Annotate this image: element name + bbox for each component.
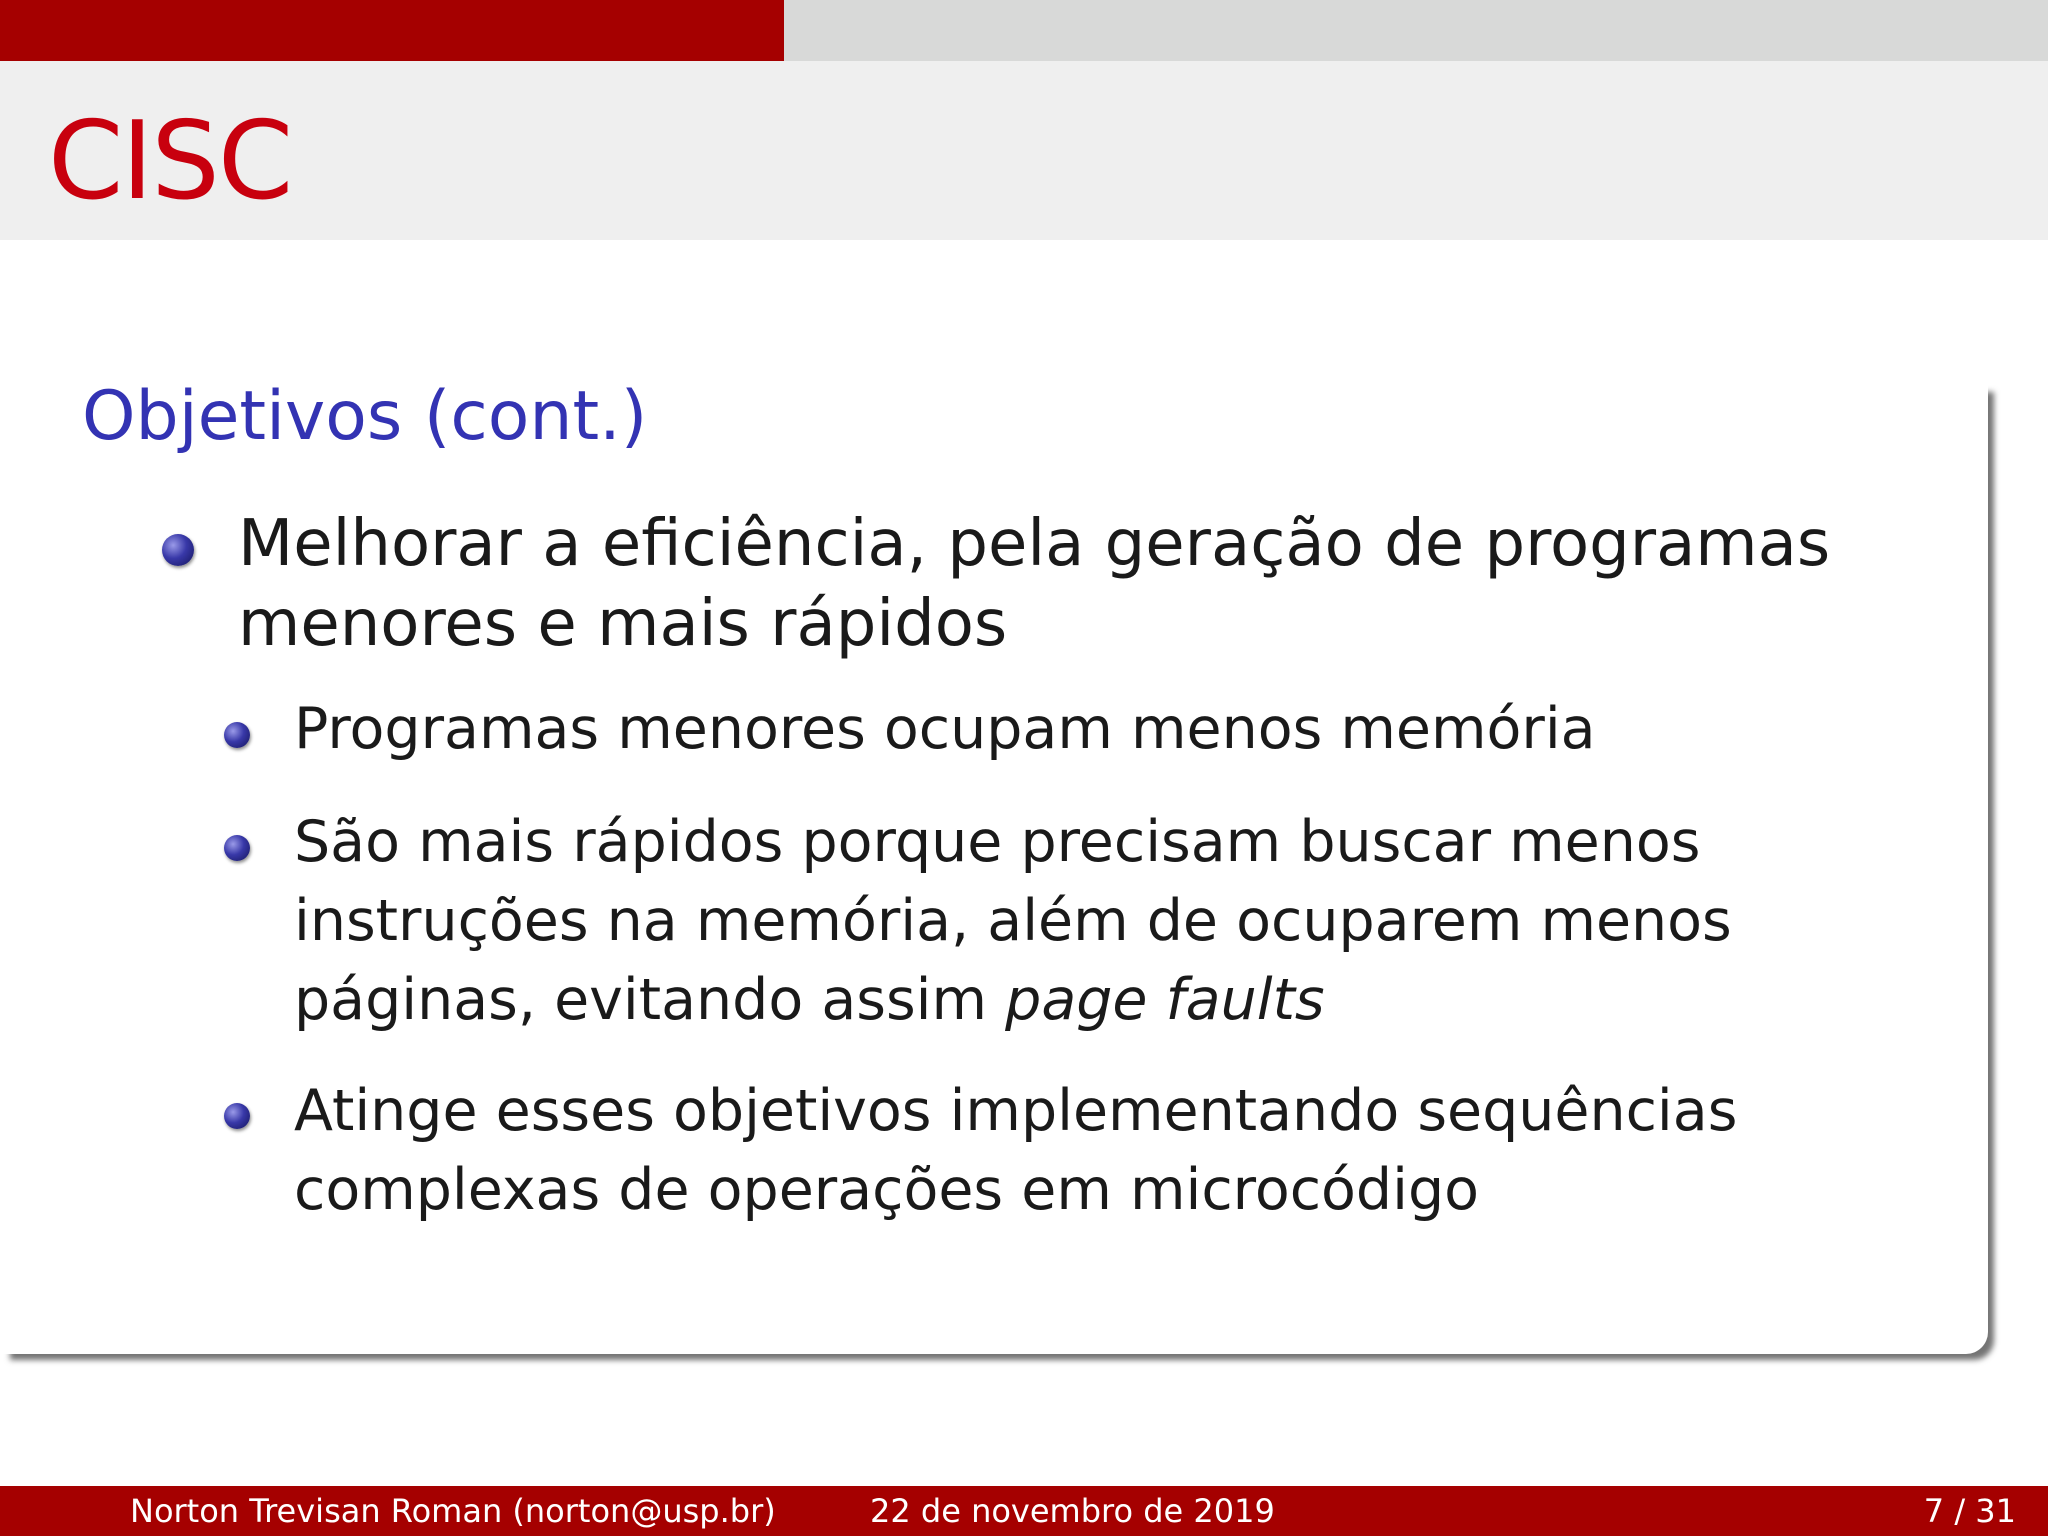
bullet-icon	[224, 722, 250, 748]
sub-list-item-text: Programas menores ocupam menos memória	[294, 696, 1596, 762]
bullet-icon	[224, 1103, 250, 1129]
sub-list-item-text: Atinge esses objetivos implementando sequências complexas de operações em microcódigo	[294, 1078, 1738, 1223]
title-bar	[0, 61, 2048, 240]
sub-list-item-text-italic: page faults	[1005, 967, 1325, 1033]
footer-author: Norton Trevisan Roman (norton@usp.br)	[130, 1492, 776, 1530]
footer	[0, 1486, 2048, 1536]
sub-list-item-text-plain: São mais rápidos porque precisam buscar menos instruções na memória, além de ocuparem menos páginas, evitando assim	[294, 809, 1732, 1033]
sub-list-item	[294, 690, 1974, 769]
sub-list-item	[294, 1072, 1974, 1230]
progress-fill	[0, 0, 784, 61]
footer-date: 22 de novembro de 2019	[870, 1492, 1275, 1530]
sub-list-item	[294, 803, 1974, 1040]
list-item	[238, 504, 1958, 664]
list-item-text: Melhorar a eficiência, pela geração de programas menores e mais rápidos	[238, 507, 1831, 661]
block-title: Objetivos (cont.)	[82, 377, 648, 456]
sub-list-item-text	[294, 803, 1974, 1040]
bullet-icon	[224, 835, 250, 861]
bullet-icon	[162, 534, 194, 566]
progress-track	[0, 0, 2048, 61]
slide-title: CISC	[48, 99, 292, 224]
footer-page-number: 7 / 31	[1923, 1492, 2016, 1530]
